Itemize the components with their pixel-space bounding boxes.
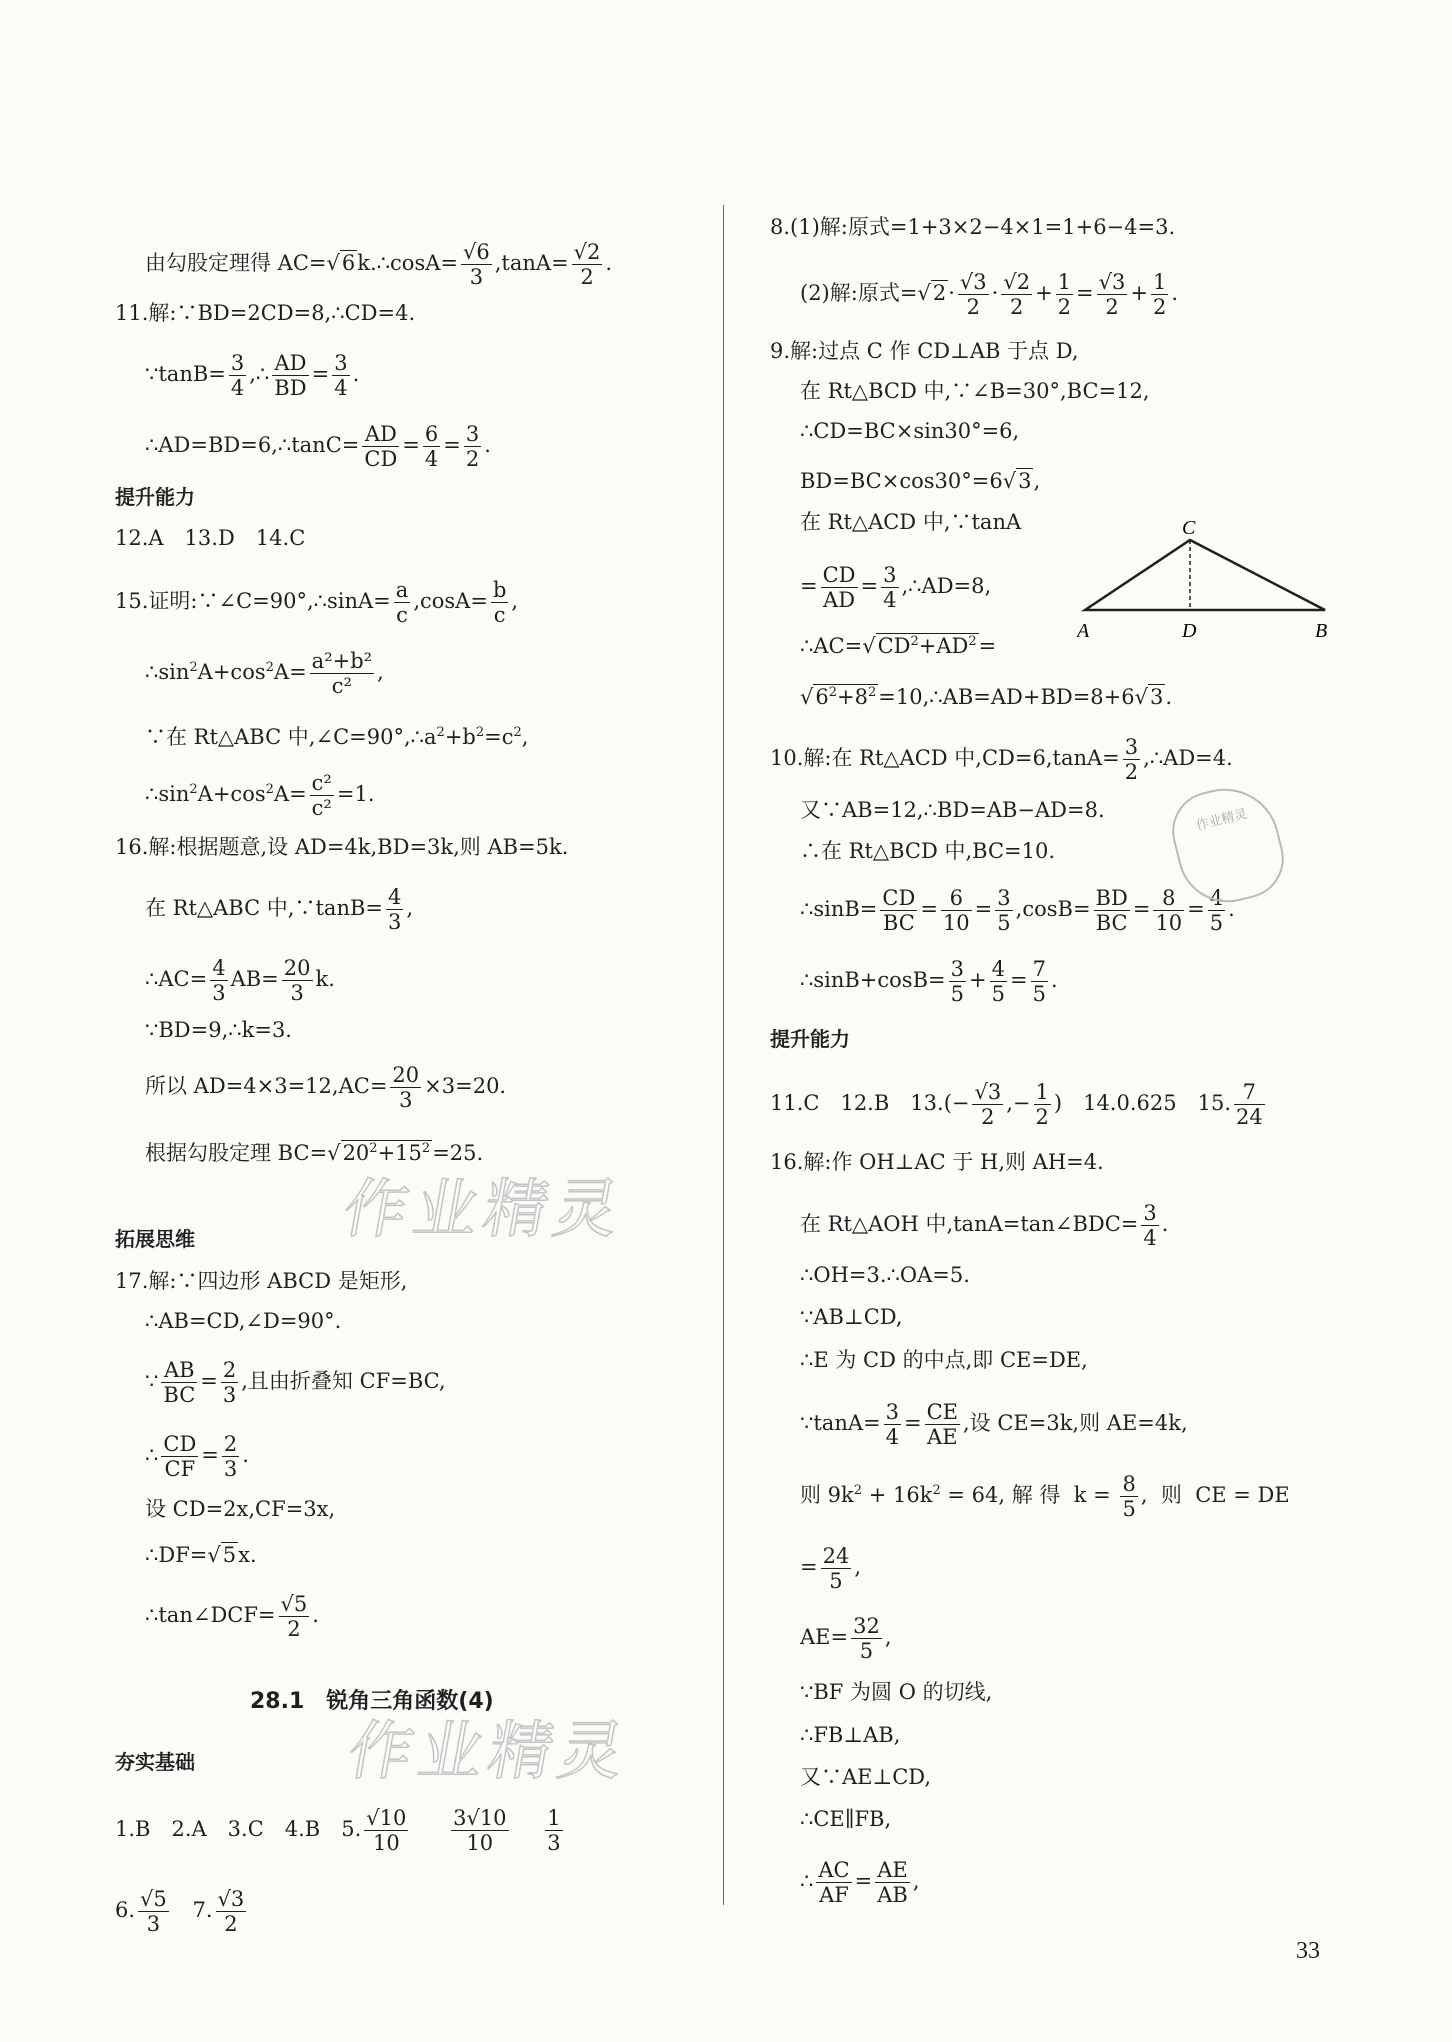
rt-aoh-line: 在 Rt△AOH 中,tanA=tan∠BDC= $\frac{3}{4}$ . <box>800 1201 1169 1251</box>
fraction: $\frac{CE}{AE}$ <box>926 1400 958 1450</box>
answers-11-15: 11.C 12.B 13.(− $\frac{√3}{2}$ ,− $\frac{1}{2}$ ) 14.0.625 15. $\frac{7}{24}$ <box>770 1080 1263 1130</box>
fraction: $\frac{2}{3}$ <box>223 1432 238 1482</box>
answers-12-14: 12.A 13.D 14.C <box>115 526 306 550</box>
tanb-43-line: 在 Rt△ABC 中,∵tanB= $\frac{4}{3}$ , <box>145 885 414 935</box>
fraction: $\frac{AD}{BD}$ <box>274 351 307 401</box>
fraction: $\frac{8}{5}$ <box>1122 1472 1136 1522</box>
section-heading: 拓展思维 <box>115 1227 195 1251</box>
ad-ac-line: 所以 AD=4×3=12,AC= $\frac{20}{3}$ ×3=20. <box>145 1063 507 1113</box>
fraction: $\frac{3}{4}$ <box>334 351 348 401</box>
fraction: $\frac{4}{3}$ <box>212 956 226 1006</box>
radicand: 3 <box>1150 685 1164 709</box>
tanc-line: ∴AD=BD=6,∴tanC= $\frac{AD}{CD}$ = $\frac{6}{4}$ = $\frac{3}{2}$ . <box>145 422 491 472</box>
problem-15-line: 15.证明:∵∠C=90°,∴sinA= $\frac{a}{c}$ ,cosA= $\frac{b}{c}$ , <box>115 578 519 628</box>
fraction: $\frac{2}{3}$ <box>222 1358 237 1408</box>
radicand: 6 <box>341 251 356 276</box>
text: k.∴cosA= <box>357 251 458 276</box>
fraction: $\frac{6}{4}$ <box>424 422 439 472</box>
fraction: $\frac{b}{c}$ <box>492 578 507 628</box>
label-d: D <box>1182 620 1197 642</box>
fraction: $\frac{√6}{3}$ <box>463 240 490 290</box>
bd-k-line: ∵BD=9,∴k=3. <box>145 1018 292 1042</box>
pythagorean-line: ∵在 Rt△ABC 中$,\angle C=90^\circ,\therefore a^2+b^2=c^2$, <box>145 725 529 749</box>
bc-line: 根据勾股定理 $BC=√20^2+15^2=25$. <box>145 1141 484 1165</box>
fraction: $\frac{√3}{2}$ <box>974 1080 1002 1130</box>
radicand: $20^2+15^2$ <box>342 1141 431 1165</box>
column-divider <box>723 205 724 1905</box>
fraction: $\frac{3}{4}$ <box>885 1400 899 1450</box>
fraction: $\frac{BD}{BC}$ <box>1095 886 1128 936</box>
ab-result-line: $√6^2+8^2=10,\therefore AB=AD+BD=8+6√3$. <box>800 685 1173 709</box>
fraction: $\frac{1}{3}$ <box>547 1806 561 1856</box>
fraction: $\frac{4}{5}$ <box>991 957 1005 1007</box>
fraction: $\frac{a}{c}$ <box>395 578 409 628</box>
bd-8-line: 又∵AB=12,∴BD=AB−AD=8. <box>800 798 1105 822</box>
sin-cos-line: $\therefore\sin^2A+\cos^2A=$ $\frac{\text{a²+b²}}{\text{c²}}$ , <box>145 649 384 699</box>
answers-6-7: 6. $\frac{√5}{3}$ 7. $\frac{√3}{2}$ <box>115 1887 245 1937</box>
solve-k-line: 则 $9k^2 + 16k^2 = 64$, 解 得 k = $\frac{8}{5}$ , 则 CE = DE <box>800 1472 1290 1522</box>
label-c: C <box>1182 517 1196 539</box>
fraction: $\frac{24}{5}$ <box>822 1544 850 1594</box>
watermark: 作业精灵 <box>337 1173 631 1247</box>
line-ac-cos-tan <box>145 240 612 289</box>
bc-10-line: ∴在 Rt△BCD 中,BC=10. <box>800 839 1056 863</box>
ac-sqrt-line: $\therefore AC=√CD^2+AD^2=$ <box>800 634 997 658</box>
fraction: $\frac{AB}{BC}$ <box>163 1358 196 1408</box>
fraction: $\frac{\text{a²+b²}}{\text{c²}}$ <box>311 649 373 699</box>
fraction: $\frac{3}{2}$ <box>1124 735 1139 785</box>
sin-cos-result-line: $\therefore\sin^2A+\cos^2A=$ $\frac{\text{c²}}{\text{c²}}$ =1. <box>145 771 375 821</box>
ce-de-value-line: = $\frac{24}{5}$ , <box>800 1544 862 1594</box>
text: . <box>605 251 613 276</box>
tana-ad-line: = $\frac{CD}{AD}$ = $\frac{3}{4}$ ,∴AD=8, <box>800 563 992 613</box>
fraction: $\frac{CD}{CF}$ <box>163 1432 197 1482</box>
set-cd-cf-line: 设 CD=2x,CF=3x, <box>145 1497 336 1521</box>
answers-1-5: 1.B 2.A 3.C 4.B 5. $\frac{√10}{10}$ $\frac{3√10}{10}$ $\frac{1}{3}$ <box>115 1806 561 1856</box>
rt-acd-line: 在 Rt△ACD 中,∵tanA <box>800 510 1022 534</box>
fraction: $\frac{4}{3}$ <box>388 885 402 935</box>
oh-oa-line: ∴OH=3.∴OA=5. <box>800 1263 970 1287</box>
fraction: $\frac{32}{5}$ <box>853 1614 880 1664</box>
section-heading: 提升能力 <box>770 1027 850 1051</box>
cd-cf-line: ∴ $\frac{CD}{CF}$ = $\frac{2}{3}$ . <box>145 1432 249 1482</box>
fraction: $\frac{√5}{3}$ <box>140 1887 167 1937</box>
fraction: $\frac{6}{10}$ <box>942 886 970 936</box>
cd-line: ∴CD=BC×sin30°=6, <box>800 419 1020 443</box>
radicand: $6^2+8^2$ <box>815 685 877 709</box>
df-line: ∴DF=√5x. <box>145 1543 257 1567</box>
section-heading: 提升能力 <box>115 485 195 509</box>
label-b: B <box>1315 620 1328 642</box>
fraction: $\frac{1}{2}$ <box>1057 270 1072 320</box>
ae-value-line: AE= $\frac{32}{5}$ , <box>800 1614 892 1664</box>
triangle-figure <box>1077 510 1337 645</box>
page-number: 33 <box>1296 1938 1320 1964</box>
fraction: $\frac{1}{2}$ <box>1035 1080 1049 1130</box>
fraction: $\frac{3}{5}$ <box>950 957 964 1007</box>
fraction: $\frac{3√10}{10}$ <box>453 1806 507 1856</box>
fraction: $\frac{3}{4}$ <box>883 563 897 613</box>
fraction: $\frac{3}{4}$ <box>1143 1201 1157 1251</box>
fraction: $\frac{\text{c²}}{\text{c²}}$ <box>311 771 332 821</box>
problem-16-line: 16.解:作 OH⊥AC 于 H,则 AH=4. <box>770 1150 1104 1174</box>
section-title: 28.1 锐角三角函数(4) <box>250 1689 494 1714</box>
fraction: $\frac{1}{2}$ <box>1153 270 1167 320</box>
fraction: $\frac{√3}{2}$ <box>1098 270 1126 320</box>
ce-parallel-fb-line: ∴CE∥FB, <box>800 1807 892 1831</box>
fraction: $\frac{CD}{BC}$ <box>882 886 916 936</box>
fraction: $\frac{20}{3}$ <box>283 956 311 1006</box>
problem-8-2-line: (2)解:原式=√2· $\frac{√3}{2}$ · $\frac{√2}{2}$ + $\frac{1}{2}$ = $\frac{√3}{2}$ + $\frac{1}{2}$ . <box>800 270 1179 320</box>
tana-ce-ae-line: ∵tanA= $\frac{3}{4}$ = $\frac{CE}{AE}$ ,设 CE=3k,则 AE=4k, <box>800 1400 1188 1450</box>
text: 由勾股定理得 AC= <box>145 251 327 276</box>
section-heading: 夯实基础 <box>115 1750 195 1774</box>
problem-17-line: 17.解:∵四边形 ABCD 是矩形, <box>115 1269 408 1293</box>
sinb-cosb-line: ∴sinB= $\frac{CD}{BC}$ = $\frac{6}{10}$ = $\frac{3}{5}$ ,cosB= $\frac{BD}{BC}$ = $\frac{8}{10}$ = $\frac{4}{5}$ . <box>800 886 1235 936</box>
watermark: 作业精灵 <box>342 1715 636 1789</box>
ac-line: ∴AC= $\frac{4}{3}$ AB= $\frac{20}{3}$ k. <box>145 956 335 1006</box>
ab-cd-line: ∴AB=CD,∠D=90°. <box>145 1309 342 1333</box>
text: ,tanA= <box>494 251 569 276</box>
stamp-mark: 作业精灵 <box>1164 777 1292 913</box>
problem-8-1-line: 8.(1)解:原式=1+3×2−4×1=1+6−4=3. <box>770 215 1176 239</box>
fraction: $\frac{AE}{AB}$ <box>877 1858 908 1908</box>
fraction: $\frac{√2}{2}$ <box>1003 270 1031 320</box>
tanb-line: ∵tanB= $\frac{3}{4}$ ,∴ $\frac{AD}{BD}$ = $\frac{3}{4}$ . <box>145 351 360 401</box>
fraction: $\frac{AD}{CD}$ <box>364 422 398 472</box>
label-a: A <box>1077 620 1090 642</box>
fraction: $\frac{3}{4}$ <box>230 351 245 401</box>
fraction: $\frac{√5}{2}$ <box>280 1592 308 1642</box>
ratio-line: ∴ $\frac{AC}{AF}$ = $\frac{AE}{AB}$ , <box>800 1858 920 1908</box>
sinb-plus-cosb-line: ∴sinB+cosB= $\frac{3}{5}$ + $\frac{4}{5}$ = $\frac{7}{5}$ . <box>800 957 1058 1007</box>
problem-16-line: 16.解:根据题意,设 AD=4k,BD=3k,则 AB=5k. <box>115 835 569 859</box>
tan-dcf-line: ∴tan∠DCF= $\frac{√5}{2}$ . <box>145 1592 319 1642</box>
radicand: 3 <box>1018 469 1032 493</box>
ab-bc-line: ∵ $\frac{AB}{BC}$ = $\frac{2}{3}$ ,且由折叠知 CF=BC, <box>145 1358 446 1408</box>
radicand: 5 <box>222 1543 237 1567</box>
ab-perp-cd-line: ∵AB⊥CD, <box>800 1305 903 1329</box>
fraction: $\frac{4}{5}$ <box>1209 886 1224 936</box>
radicand: $CD^2+AD^2$ <box>877 634 977 658</box>
problem-11-line: 11.解:∵BD=2CD=8,∴CD=4. <box>115 301 416 325</box>
problem-10-line: 10.解:在 Rt△ACD 中,CD=6,tanA= $\frac{3}{2}$ ,∴AD=4. <box>770 735 1233 785</box>
fraction: $\frac{√2}{2}$ <box>573 240 601 290</box>
e-midpoint-line: ∴E 为 CD 的中点,即 CE=DE, <box>800 1348 1088 1372</box>
fraction: $\frac{7}{24}$ <box>1236 1080 1263 1130</box>
fraction: $\frac{CD}{AD}$ <box>822 563 856 613</box>
fraction: $\frac{√3}{2}$ <box>217 1887 245 1937</box>
fraction: $\frac{√3}{2}$ <box>959 270 987 320</box>
ae-perp-cd-line: 又∵AE⊥CD, <box>800 1765 932 1789</box>
bd-line: BD=BC×cos30°=6√3, <box>800 469 1041 493</box>
radicand: 2 <box>932 281 947 306</box>
tangent-line: ∵BF 为圆 O 的切线, <box>800 1680 993 1704</box>
fraction: $\frac{AC}{AF}$ <box>818 1858 850 1908</box>
fraction: $\frac{7}{5}$ <box>1032 957 1046 1007</box>
rt-bcd-line: 在 Rt△BCD 中,∵∠B=30°,BC=12, <box>800 379 1150 403</box>
triangle-abc <box>1085 540 1325 610</box>
fraction: $\frac{√10}{10}$ <box>366 1806 407 1856</box>
fraction: $\frac{3}{2}$ <box>465 422 480 472</box>
fraction: $\frac{3}{5}$ <box>997 886 1011 936</box>
fb-perp-ab-line: ∴FB⊥AB, <box>800 1723 901 1747</box>
sqrt-sign: √ <box>326 251 340 276</box>
problem-9-line: 9.解:过点 C 作 CD⊥AB 于点 D, <box>770 339 1079 363</box>
fraction: $\frac{20}{3}$ <box>392 1063 420 1113</box>
fraction: $\frac{8}{10}$ <box>1155 886 1183 936</box>
